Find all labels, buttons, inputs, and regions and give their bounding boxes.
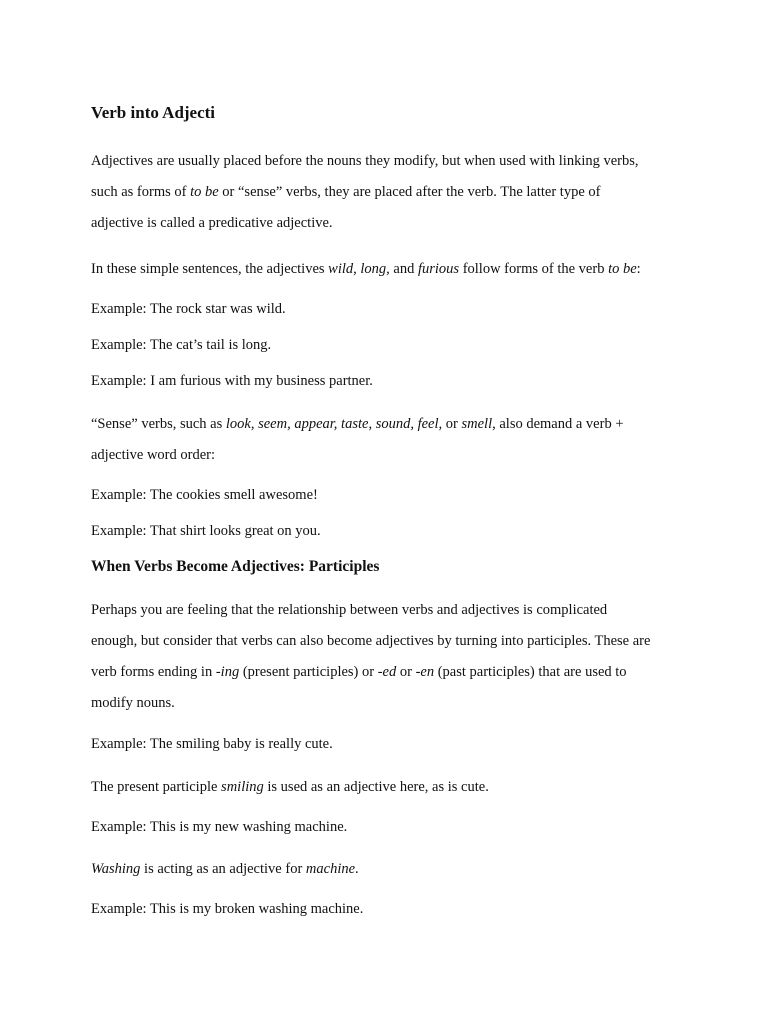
paragraph-emphasis: wild, long, — [328, 261, 390, 277]
paragraph-text: verb forms ending in - — [91, 664, 221, 680]
paragraph-emphasis: smell — [461, 416, 493, 432]
sense-verbs-paragraph — [91, 409, 691, 471]
paragraph-emphasis: smiling — [221, 779, 264, 795]
example-line: Example: This is my new washing machine. — [91, 819, 348, 835]
intro-line-2 — [91, 177, 691, 208]
paragraph-emphasis: ed — [382, 664, 397, 680]
paragraph-text: or - — [396, 664, 421, 680]
paragraph-text: and — [389, 261, 418, 277]
paragraph-text: (present participles) or - — [239, 664, 383, 680]
example-line: Example: The cookies smell awesome! — [91, 487, 318, 503]
example-line: Example: The smiling baby is really cute. — [91, 736, 333, 752]
paragraph-text: : — [636, 261, 641, 277]
intro-paragraph — [91, 146, 691, 239]
paragraph-emphasis: en — [420, 664, 435, 680]
paragraph-text: “Sense” verbs, such as — [91, 416, 226, 432]
paragraph-text: follow forms of the verb — [459, 261, 609, 277]
intro-emphasis: to be — [190, 184, 219, 200]
present-participle-paragraph — [91, 772, 691, 803]
simple-sentences-paragraph — [91, 254, 691, 285]
paragraph-emphasis: machine — [305, 861, 356, 877]
paragraph-emphasis: Washing — [91, 861, 141, 877]
intro-line-1: Adjectives are usually placed before the nouns they modify, but when used with linking verbs, — [91, 153, 639, 169]
example-line: Example: I am furious with my business partner. — [91, 373, 373, 389]
paragraph-text: is acting as an adjective for — [140, 861, 306, 877]
washing-paragraph — [91, 854, 691, 885]
paragraph-text: The present participle — [91, 779, 222, 795]
participles-line-2: enough, but consider that verbs can also become adjectives by turning into participles. These are — [91, 633, 651, 649]
participles-line-3 — [91, 657, 691, 688]
paragraph-emphasis: look, seem, appear, taste, sound, feel, — [225, 416, 443, 432]
participles-paragraph — [91, 595, 691, 719]
sense-line-2: adjective word order: — [91, 447, 216, 463]
paragraph-text: . — [355, 861, 359, 877]
participles-line-4: modify nouns. — [91, 695, 175, 711]
example-line: Example: This is my broken washing machine. — [91, 901, 364, 917]
paragraph-text: , also demand a verb + — [492, 416, 624, 432]
example-line: Example: The rock star was wild. — [91, 301, 286, 317]
example-line: Example: The cat’s tail is long. — [91, 337, 272, 353]
sense-line-1 — [91, 409, 691, 440]
paragraph-text: (past participles) that are used to — [434, 664, 627, 680]
paragraph-emphasis: ing — [220, 664, 240, 680]
section-heading: When Verbs Become Adjectives: Participles — [91, 558, 380, 575]
paragraph-emphasis: to be — [608, 261, 637, 277]
intro-text: such as forms of — [91, 184, 191, 200]
participles-line-1: Perhaps you are feeling that the relationship between verbs and adjectives is complicated — [91, 602, 608, 618]
page-title: Verb into Adjecti — [91, 103, 216, 122]
example-line: Example: That shirt looks great on you. — [91, 523, 321, 539]
paragraph-text: or — [442, 416, 462, 432]
paragraph-text: is used as an adjective here, as is cute. — [263, 779, 489, 795]
paragraph-emphasis: furious — [417, 261, 460, 277]
paragraph-text: In these simple sentences, the adjectives — [91, 261, 329, 277]
intro-line-3: adjective is called a predicative adjective. — [91, 215, 333, 231]
intro-text: or “sense” verbs, they are placed after the verb. The latter type of — [218, 184, 601, 200]
